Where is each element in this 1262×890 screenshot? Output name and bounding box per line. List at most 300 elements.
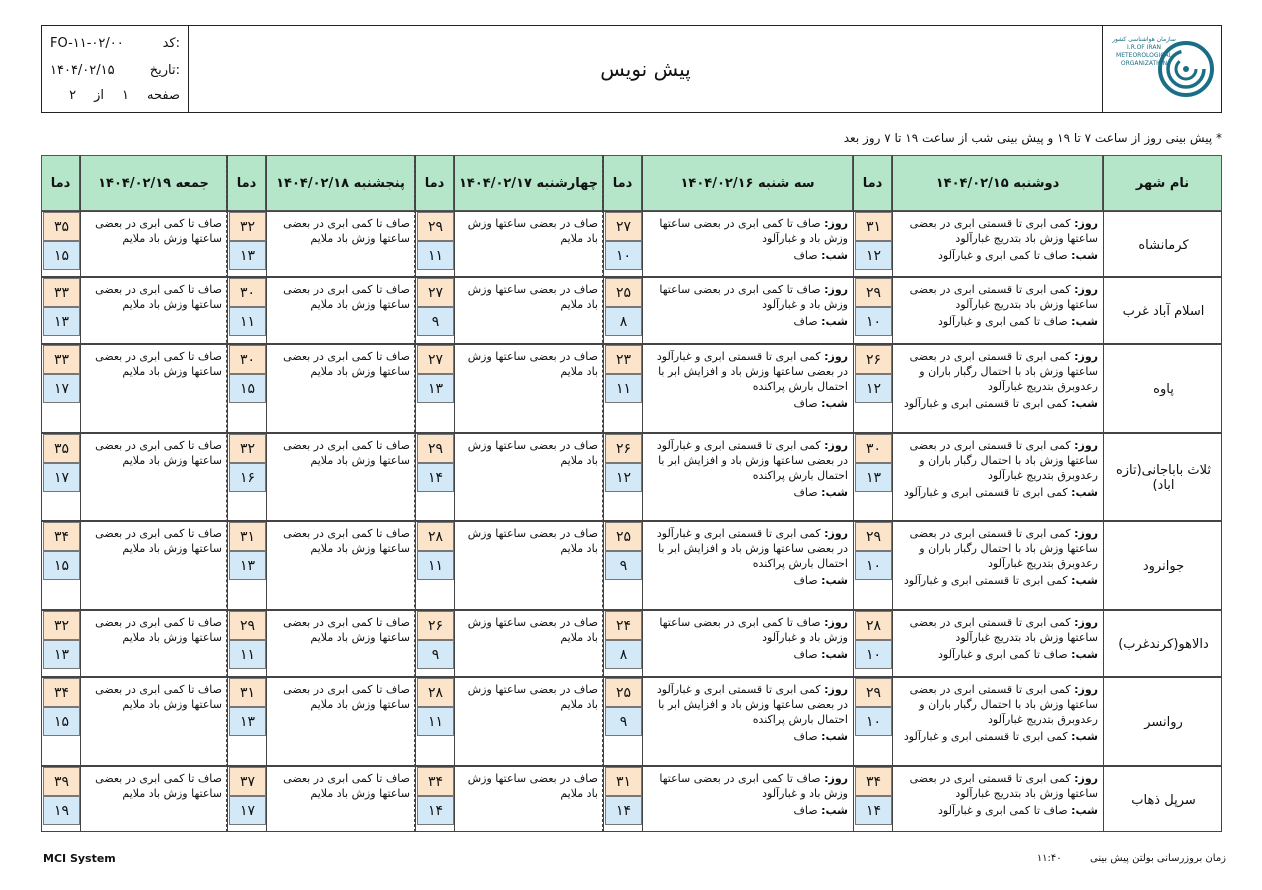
max-temp: ۲۶ bbox=[605, 434, 642, 463]
column-header-day: پنجشنبه ۱۴۰۴/۰۲/۱۸ bbox=[266, 155, 415, 211]
min-temp: ۱۳ bbox=[229, 551, 266, 580]
forecast-cell bbox=[643, 345, 854, 434]
night-label: شب: bbox=[821, 804, 848, 817]
page-of: از bbox=[94, 88, 105, 103]
forecast-cell bbox=[455, 522, 604, 611]
max-temp: ۲۸ bbox=[417, 522, 454, 551]
page-total: ۲ bbox=[69, 88, 77, 103]
column-divider bbox=[266, 155, 267, 832]
min-temp: ۱۴ bbox=[417, 463, 454, 492]
min-temp: ۱۴ bbox=[417, 796, 454, 825]
night-label: شب: bbox=[821, 315, 848, 328]
update-label: زمان بروزرسانی بولتن پیش بینی bbox=[1090, 853, 1226, 864]
forecast-cell bbox=[81, 522, 228, 611]
forecast-cell bbox=[643, 767, 854, 833]
forecast-text: صاف در بعضی ساعتها وزش باد ملایم bbox=[467, 283, 598, 311]
forecast-cell bbox=[455, 212, 604, 278]
document-meta bbox=[42, 26, 189, 112]
logo-line: ORGANIZATION bbox=[1120, 60, 1168, 67]
forecast-cell bbox=[267, 522, 416, 611]
forecast-cell bbox=[81, 345, 228, 434]
max-temp: ۲۵ bbox=[605, 678, 642, 707]
max-temp: ۲۹ bbox=[855, 522, 892, 551]
date-row bbox=[50, 63, 180, 78]
night-label: شب: bbox=[1071, 397, 1098, 410]
forecast-cell bbox=[643, 611, 854, 678]
day-label: روز: bbox=[1074, 683, 1098, 696]
night-forecast bbox=[647, 248, 848, 263]
max-temp: ۲۵ bbox=[605, 278, 642, 307]
min-temp: ۱۰ bbox=[855, 707, 892, 736]
night-label: شب: bbox=[1071, 315, 1098, 328]
forecast-cell bbox=[643, 522, 854, 611]
min-temp: ۱۱ bbox=[417, 551, 454, 580]
min-temp: ۱۳ bbox=[417, 374, 454, 403]
night-text: صاف bbox=[793, 486, 818, 499]
min-temp: ۱۳ bbox=[43, 640, 80, 669]
code-value: FO-۱۱-۰۲/۰۰ bbox=[50, 36, 124, 51]
max-temp: ۳۱ bbox=[229, 678, 266, 707]
column-divider bbox=[603, 155, 604, 832]
min-temp: ۱۱ bbox=[417, 707, 454, 736]
forecast-cell bbox=[893, 345, 1104, 434]
forecast-text: صاف در بعضی ساعتها وزش باد ملایم bbox=[467, 683, 598, 711]
document-header bbox=[41, 25, 1222, 113]
table-row bbox=[41, 433, 1222, 521]
day-label: روز: bbox=[1074, 217, 1098, 230]
forecast-cell bbox=[455, 767, 604, 833]
forecast-cell bbox=[893, 678, 1104, 767]
min-temp: ۱۵ bbox=[43, 551, 80, 580]
update-time: ۱۱:۴۰ bbox=[1036, 853, 1062, 864]
min-temp: ۹ bbox=[417, 640, 454, 669]
column-header-day: جمعه ۱۴۰۴/۰۲/۱۹ bbox=[80, 155, 227, 211]
min-temp: ۱۵ bbox=[229, 374, 266, 403]
min-temp: ۸ bbox=[605, 640, 642, 669]
day-text: کمی ابری تا قسمتی ابری و غبارآلود در بعضی ساعتها وزش باد و افزایش ابر با احتمال بارش پراکنده bbox=[656, 683, 848, 726]
forecast-cell bbox=[893, 278, 1104, 345]
table-row bbox=[41, 766, 1222, 832]
max-temp: ۲۷ bbox=[417, 345, 454, 374]
night-forecast bbox=[647, 573, 848, 588]
max-temp: ۳۰ bbox=[855, 434, 892, 463]
forecast-text: صاف تا کمی ابری در بعضی ساعتها وزش باد ملایم bbox=[95, 527, 222, 555]
max-temp: ۳۴ bbox=[43, 522, 80, 551]
column-header-temp: دما bbox=[227, 155, 266, 211]
code-label: کد: bbox=[162, 36, 180, 51]
page-number: ۱ bbox=[122, 88, 130, 103]
max-temp: ۲۶ bbox=[855, 345, 892, 374]
day-label: روز: bbox=[824, 217, 848, 230]
night-label: شب: bbox=[821, 648, 848, 661]
day-forecast bbox=[897, 526, 1098, 571]
day-label: روز: bbox=[824, 683, 848, 696]
day-forecast bbox=[647, 615, 848, 645]
day-label: روز: bbox=[1074, 527, 1098, 540]
night-text: کمی ابری تا قسمتی ابری و غبارآلود bbox=[903, 486, 1068, 499]
max-temp: ۳۴ bbox=[417, 767, 454, 796]
day-forecast bbox=[647, 526, 848, 571]
day-forecast bbox=[897, 771, 1098, 801]
max-temp: ۲۳ bbox=[605, 345, 642, 374]
max-temp: ۳۵ bbox=[43, 434, 80, 463]
day-label: روز: bbox=[1074, 350, 1098, 363]
forecast-text: صاف تا کمی ابری در بعضی ساعتها وزش باد ملایم bbox=[283, 350, 410, 378]
day-label: روز: bbox=[1074, 772, 1098, 785]
day-text: کمی ابری تا قسمتی ابری در بعضی ساعتها وزش باد با احتمال رگبار باران و رعدوبرق بتدریج غبارآلود bbox=[909, 527, 1098, 570]
forecast-cell bbox=[267, 212, 416, 278]
night-forecast bbox=[647, 396, 848, 411]
min-temp: ۱۳ bbox=[43, 307, 80, 336]
min-temp: ۱۱ bbox=[417, 241, 454, 270]
day-text: صاف تا کمی ابری در بعضی ساعتها وزش باد و غبارآلود bbox=[659, 616, 848, 644]
max-temp: ۲۹ bbox=[855, 278, 892, 307]
column-header-temp: دما bbox=[603, 155, 642, 211]
day-text: کمی ابری تا قسمتی ابری در بعضی ساعتها وزش باد با احتمال رگبار باران و رعدوبرق بتدریج غبارآلود bbox=[909, 350, 1098, 393]
table-row bbox=[41, 610, 1222, 677]
night-forecast bbox=[897, 573, 1098, 588]
forecast-text: صاف تا کمی ابری در بعضی ساعتها وزش باد ملایم bbox=[95, 350, 222, 378]
forecast-cell bbox=[81, 212, 228, 278]
day-group-divider bbox=[602, 155, 603, 832]
min-temp: ۱۳ bbox=[229, 241, 266, 270]
forecast-cell bbox=[81, 434, 228, 522]
day-forecast bbox=[897, 438, 1098, 483]
logo-line: I.R.OF IRAN bbox=[1127, 44, 1161, 51]
forecast-cell bbox=[81, 767, 228, 833]
forecast-cell bbox=[455, 611, 604, 678]
max-temp: ۳۱ bbox=[855, 212, 892, 241]
column-divider bbox=[892, 155, 893, 832]
table-row bbox=[41, 521, 1222, 610]
forecast-text: صاف در بعضی ساعتها وزش باد ملایم bbox=[467, 217, 598, 245]
forecast-text: صاف تا کمی ابری در بعضی ساعتها وزش باد ملایم bbox=[283, 283, 410, 311]
day-text: کمی ابری تا قسمتی ابری و غبارآلود در بعضی ساعتها وزش باد و افزایش ابر با احتمال بارش پراکنده bbox=[656, 350, 848, 393]
min-temp: ۹ bbox=[605, 551, 642, 580]
day-forecast bbox=[897, 349, 1098, 394]
day-text: کمی ابری تا قسمتی ابری و غبارآلود در بعضی ساعتها وزش باد و افزایش ابر با احتمال بارش پراکنده bbox=[656, 439, 848, 482]
city-name: کرمانشاه bbox=[1138, 237, 1189, 253]
day-label: روز: bbox=[824, 527, 848, 540]
forecast-cell bbox=[267, 434, 416, 522]
day-text: کمی ابری تا قسمتی ابری و غبارآلود در بعضی ساعتها وزش باد و افزایش ابر با احتمال بارش پراکنده bbox=[656, 527, 848, 570]
day-label: روز: bbox=[824, 772, 848, 785]
forecast-cell bbox=[893, 611, 1104, 678]
night-forecast bbox=[647, 729, 848, 744]
day-forecast bbox=[897, 682, 1098, 727]
min-temp: ۱۲ bbox=[855, 241, 892, 270]
column-header-temp: دما bbox=[41, 155, 80, 211]
forecast-text: صاف تا کمی ابری در بعضی ساعتها وزش باد ملایم bbox=[95, 683, 222, 711]
forecast-text: صاف تا کمی ابری در بعضی ساعتها وزش باد ملایم bbox=[283, 616, 410, 644]
forecast-cell bbox=[81, 678, 228, 767]
forecast-cell bbox=[893, 522, 1104, 611]
day-forecast bbox=[647, 282, 848, 312]
min-temp: ۱۷ bbox=[43, 374, 80, 403]
forecast-cell bbox=[643, 434, 854, 522]
page-label: صفحه bbox=[147, 88, 180, 103]
forecast-table bbox=[41, 155, 1222, 832]
max-temp: ۳۵ bbox=[43, 212, 80, 241]
max-temp: ۳۹ bbox=[43, 767, 80, 796]
max-temp: ۲۹ bbox=[417, 434, 454, 463]
max-temp: ۳۳ bbox=[43, 345, 80, 374]
min-temp: ۱۱ bbox=[229, 640, 266, 669]
night-forecast bbox=[897, 396, 1098, 411]
footer-system: MCI System bbox=[43, 852, 116, 865]
day-label: روز: bbox=[1074, 616, 1098, 629]
min-temp: ۱۵ bbox=[43, 707, 80, 736]
max-temp: ۳۰ bbox=[229, 278, 266, 307]
city-name: پاوه bbox=[1153, 382, 1174, 397]
max-temp: ۳۴ bbox=[855, 767, 892, 796]
forecast-cell bbox=[893, 767, 1104, 833]
day-forecast bbox=[897, 615, 1098, 645]
min-temp: ۱۰ bbox=[855, 307, 892, 336]
min-temp: ۱۷ bbox=[43, 463, 80, 492]
forecast-cell bbox=[267, 611, 416, 678]
logo-emblem-icon bbox=[1157, 40, 1215, 98]
night-label: شب: bbox=[1071, 648, 1098, 661]
night-text: صاف تا کمی ابری و غبارآلود bbox=[938, 648, 1068, 661]
night-text: صاف bbox=[793, 315, 818, 328]
max-temp: ۳۲ bbox=[229, 434, 266, 463]
day-forecast bbox=[897, 216, 1098, 246]
min-temp: ۹ bbox=[417, 307, 454, 336]
night-text: کمی ابری تا قسمتی ابری و غبارآلود bbox=[903, 397, 1068, 410]
column-header-temp: دما bbox=[853, 155, 892, 211]
night-label: شب: bbox=[821, 486, 848, 499]
forecast-cell bbox=[455, 678, 604, 767]
min-temp: ۱۱ bbox=[605, 374, 642, 403]
min-temp: ۱۰ bbox=[855, 640, 892, 669]
min-temp: ۱۳ bbox=[229, 707, 266, 736]
night-text: صاف bbox=[793, 397, 818, 410]
organization-logo bbox=[1102, 26, 1221, 112]
column-header-day: سه شنبه ۱۴۰۴/۰۲/۱۶ bbox=[642, 155, 853, 211]
night-label: شب: bbox=[821, 249, 848, 262]
column-header-temp: دما bbox=[415, 155, 454, 211]
column-divider bbox=[642, 155, 643, 832]
forecast-cell bbox=[267, 345, 416, 434]
day-forecast bbox=[647, 438, 848, 483]
night-forecast bbox=[897, 803, 1098, 818]
min-temp: ۹ bbox=[605, 707, 642, 736]
forecast-text: صاف تا کمی ابری در بعضی ساعتها وزش باد ملایم bbox=[95, 616, 222, 644]
city-name: دالاهو(کرندغرب) bbox=[1118, 637, 1209, 652]
forecast-cell bbox=[643, 278, 854, 345]
day-label: روز: bbox=[1074, 439, 1098, 452]
forecast-text: صاف تا کمی ابری در بعضی ساعتها وزش باد ملایم bbox=[283, 439, 410, 467]
day-text: کمی ابری تا قسمتی ابری در بعضی ساعتها وزش باد با احتمال رگبار باران و رعدوبرق بتدریج غبارآلود bbox=[909, 683, 1098, 726]
day-group-divider bbox=[414, 155, 415, 832]
forecast-text: صاف در بعضی ساعتها وزش باد ملایم bbox=[467, 527, 598, 555]
night-label: شب: bbox=[1071, 730, 1098, 743]
day-text: کمی ابری تا قسمتی ابری در بعضی ساعتها وزش باد با احتمال رگبار باران و رعدوبرق بتدریج غبارآلود bbox=[909, 439, 1098, 482]
night-text: صاف bbox=[793, 574, 818, 587]
night-text: صاف bbox=[793, 249, 818, 262]
min-temp: ۱۴ bbox=[605, 796, 642, 825]
max-temp: ۳۰ bbox=[229, 345, 266, 374]
forecast-cell bbox=[893, 212, 1104, 278]
day-text: صاف تا کمی ابری در بعضی ساعتها وزش باد و غبارآلود bbox=[659, 772, 848, 800]
day-label: روز: bbox=[824, 350, 848, 363]
min-temp: ۱۲ bbox=[855, 374, 892, 403]
max-temp: ۳۳ bbox=[43, 278, 80, 307]
max-temp: ۲۷ bbox=[417, 278, 454, 307]
night-forecast bbox=[897, 248, 1098, 263]
min-temp: ۱۷ bbox=[229, 796, 266, 825]
forecast-cell bbox=[893, 434, 1104, 522]
max-temp: ۳۱ bbox=[605, 767, 642, 796]
city-name: روانسر bbox=[1144, 715, 1183, 730]
max-temp: ۳۷ bbox=[229, 767, 266, 796]
forecast-cell bbox=[267, 278, 416, 345]
day-label: روز: bbox=[824, 283, 848, 296]
date-value: ۱۴۰۴/۰۲/۱۵ bbox=[50, 63, 115, 78]
column-divider bbox=[1103, 155, 1104, 832]
day-forecast bbox=[647, 682, 848, 727]
night-text: صاف تا کمی ابری و غبارآلود bbox=[938, 804, 1068, 817]
city-name: اسلام آباد غرب bbox=[1122, 304, 1205, 319]
forecast-cell bbox=[643, 678, 854, 767]
city-name: ثلاث باباجانی(تازه اباد) bbox=[1115, 463, 1212, 493]
min-temp: ۱۱ bbox=[229, 307, 266, 336]
forecast-text: صاف تا کمی ابری در بعضی ساعتها وزش باد ملایم bbox=[95, 217, 222, 245]
night-text: صاف bbox=[793, 804, 818, 817]
forecast-cell bbox=[455, 278, 604, 345]
forecast-cell bbox=[81, 278, 228, 345]
max-temp: ۳۴ bbox=[43, 678, 80, 707]
night-text: صاف bbox=[793, 648, 818, 661]
day-text: کمی ابری تا قسمتی ابری در بعضی ساعتها وزش باد بتدریج غبارآلود bbox=[909, 283, 1098, 311]
night-text: کمی ابری تا قسمتی ابری و غبارآلود bbox=[903, 730, 1068, 743]
min-temp: ۱۰ bbox=[605, 241, 642, 270]
table-row bbox=[41, 677, 1222, 766]
night-text: صاف bbox=[793, 730, 818, 743]
forecast-cell bbox=[643, 212, 854, 278]
day-text: صاف تا کمی ابری در بعضی ساعتها وزش باد و غبارآلود bbox=[659, 283, 848, 311]
night-forecast bbox=[647, 485, 848, 500]
forecast-text: صاف تا کمی ابری در بعضی ساعتها وزش باد ملایم bbox=[95, 772, 222, 800]
max-temp: ۲۸ bbox=[855, 611, 892, 640]
day-text: کمی ابری تا قسمتی ابری در بعضی ساعتها وزش باد بتدریج غبارآلود bbox=[909, 616, 1098, 644]
column-header-day: چهارشنبه ۱۴۰۴/۰۲/۱۷ bbox=[454, 155, 603, 211]
night-label: شب: bbox=[821, 574, 848, 587]
table-row bbox=[41, 211, 1222, 277]
day-text: کمی ابری تا قسمتی ابری در بعضی ساعتها وزش باد بتدریج غبارآلود bbox=[909, 772, 1098, 800]
night-label: شب: bbox=[1071, 804, 1098, 817]
night-forecast bbox=[897, 729, 1098, 744]
column-divider bbox=[80, 155, 81, 832]
forecast-text: صاف تا کمی ابری در بعضی ساعتها وزش باد ملایم bbox=[95, 283, 222, 311]
code-row bbox=[50, 36, 180, 51]
forecast-text: صاف در بعضی ساعتها وزش باد ملایم bbox=[467, 772, 598, 800]
night-label: شب: bbox=[821, 730, 848, 743]
day-forecast bbox=[647, 349, 848, 394]
night-text: کمی ابری تا قسمتی ابری و غبارآلود bbox=[903, 574, 1068, 587]
forecast-cell bbox=[81, 611, 228, 678]
max-temp: ۲۹ bbox=[417, 212, 454, 241]
page-row bbox=[50, 88, 180, 103]
forecast-text: صاف تا کمی ابری در بعضی ساعتها وزش باد ملایم bbox=[283, 217, 410, 245]
logo-line: سازمان هواشناسی کشور bbox=[1112, 36, 1176, 43]
forecast-cell bbox=[455, 434, 604, 522]
night-forecast bbox=[647, 314, 848, 329]
column-divider bbox=[415, 155, 416, 832]
column-divider bbox=[454, 155, 455, 832]
day-label: روز: bbox=[1074, 283, 1098, 296]
night-label: شب: bbox=[1071, 574, 1098, 587]
forecast-note: * پیش بینی روز از ساعت ۷ تا ۱۹ و پیش بینی شب از ساعت ۱۹ تا ۷ روز بعد bbox=[843, 131, 1222, 145]
max-temp: ۲۹ bbox=[855, 678, 892, 707]
forecast-cell bbox=[267, 678, 416, 767]
day-text: صاف تا کمی ابری در بعضی ساعتها وزش باد و غبارآلود bbox=[659, 217, 848, 245]
day-group-divider bbox=[226, 155, 227, 832]
city-name: سرپل ذهاب bbox=[1131, 792, 1196, 808]
date-label: تاریخ: bbox=[149, 63, 180, 78]
max-temp: ۲۶ bbox=[417, 611, 454, 640]
column-divider bbox=[227, 155, 228, 832]
night-forecast bbox=[897, 485, 1098, 500]
min-temp: ۸ bbox=[605, 307, 642, 336]
day-label: روز: bbox=[824, 439, 848, 452]
column-header-city: نام شهر bbox=[1103, 155, 1222, 211]
footer-update bbox=[1037, 853, 1226, 864]
forecast-text: صاف تا کمی ابری در بعضی ساعتها وزش باد ملایم bbox=[283, 527, 410, 555]
forecast-text: صاف در بعضی ساعتها وزش باد ملایم bbox=[467, 350, 598, 378]
forecast-cell bbox=[455, 345, 604, 434]
forecast-text: صاف تا کمی ابری در بعضی ساعتها وزش باد ملایم bbox=[283, 683, 410, 711]
logo-line: METEOROLOGICAL bbox=[1116, 52, 1172, 59]
forecast-text: صاف در بعضی ساعتها وزش باد ملایم bbox=[467, 439, 598, 467]
min-temp: ۱۹ bbox=[43, 796, 80, 825]
min-temp: ۱۴ bbox=[855, 796, 892, 825]
day-forecast bbox=[647, 771, 848, 801]
night-forecast bbox=[647, 803, 848, 818]
table-row bbox=[41, 344, 1222, 433]
forecast-text: صاف تا کمی ابری در بعضی ساعتها وزش باد ملایم bbox=[283, 772, 410, 800]
city-name: جوانرود bbox=[1142, 559, 1185, 574]
night-forecast bbox=[897, 647, 1098, 662]
night-forecast bbox=[647, 647, 848, 662]
forecast-text: صاف تا کمی ابری در بعضی ساعتها وزش باد ملایم bbox=[95, 439, 222, 467]
max-temp: ۳۲ bbox=[43, 611, 80, 640]
night-label: شب: bbox=[1071, 486, 1098, 499]
day-label: روز: bbox=[824, 616, 848, 629]
page-title: پیش نویس bbox=[600, 57, 691, 81]
max-temp: ۳۱ bbox=[229, 522, 266, 551]
forecast-text: صاف در بعضی ساعتها وزش باد ملایم bbox=[467, 616, 598, 644]
day-forecast bbox=[897, 282, 1098, 312]
min-temp: ۱۳ bbox=[855, 463, 892, 492]
night-text: صاف تا کمی ابری و غبارآلود bbox=[938, 315, 1068, 328]
max-temp: ۳۲ bbox=[229, 212, 266, 241]
max-temp: ۲۵ bbox=[605, 522, 642, 551]
max-temp: ۲۷ bbox=[605, 212, 642, 241]
table-row bbox=[41, 277, 1222, 344]
forecast-cell bbox=[267, 767, 416, 833]
min-temp: ۱۰ bbox=[855, 551, 892, 580]
day-forecast bbox=[647, 216, 848, 246]
night-forecast bbox=[897, 314, 1098, 329]
min-temp: ۱۶ bbox=[229, 463, 266, 492]
min-temp: ۱۲ bbox=[605, 463, 642, 492]
max-temp: ۲۸ bbox=[417, 678, 454, 707]
night-label: شب: bbox=[821, 397, 848, 410]
column-header-day: دوشنبه ۱۴۰۴/۰۲/۱۵ bbox=[892, 155, 1103, 211]
night-label: شب: bbox=[1071, 249, 1098, 262]
